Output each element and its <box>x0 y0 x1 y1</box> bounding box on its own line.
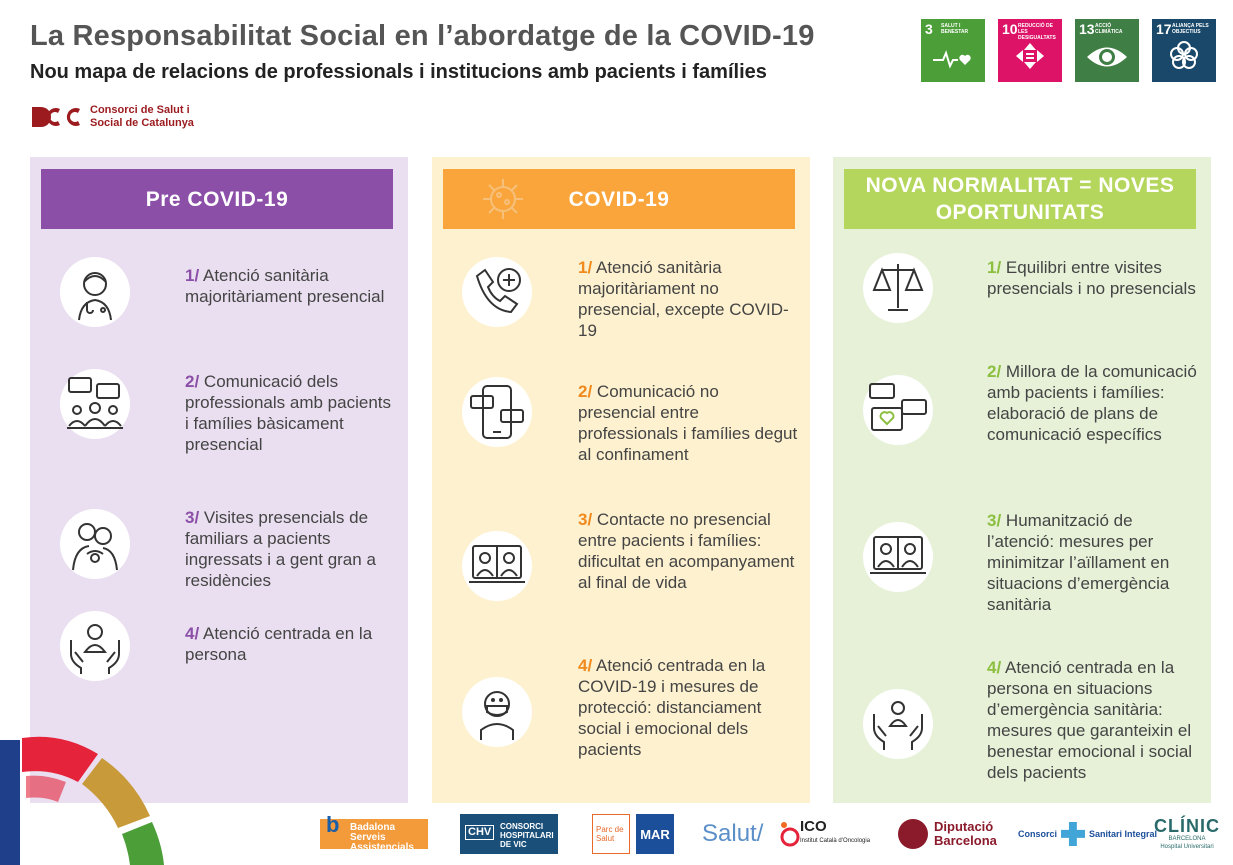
chv-text: CONSORCI HOSPITALARI DE VIC <box>500 822 554 849</box>
csi-left: Consorci <box>1018 829 1058 839</box>
column-new-normal <box>833 157 1211 803</box>
heartbeat-icon <box>921 48 985 76</box>
clinic-name: CLÍNIC <box>1154 816 1220 836</box>
partner-logos <box>320 812 1220 862</box>
smartphone-chat-icon <box>462 377 532 447</box>
badalona-letter: b <box>326 812 340 837</box>
group-chat-icon <box>60 369 130 439</box>
csi-right: Sanitari Integral <box>1089 829 1158 839</box>
video-call-heart-icon <box>863 522 933 592</box>
masked-person-icon <box>462 677 532 747</box>
alarm-person-care-icon <box>863 689 933 759</box>
sdg-label: REDUCCIÓ DE LES DESIGUALTATS <box>1018 23 1056 41</box>
sdg-badge-10 <box>998 19 1062 82</box>
column-header: Pre COVID-19 <box>41 169 393 229</box>
item-number: 4/ <box>578 656 593 675</box>
item-text: Atenció sanitària majoritàriament no presencial, excepte COVID-19 <box>578 258 789 340</box>
item-number: 3/ <box>185 508 200 527</box>
parc-text: Parc de Salut <box>592 814 630 854</box>
csc-name-line2: Social de Catalunya <box>90 117 194 129</box>
item-number: 3/ <box>578 510 593 529</box>
eye-globe-icon <box>1075 44 1139 76</box>
chv-mark: CHV <box>465 825 494 840</box>
diputacio-seal-icon <box>898 819 928 849</box>
person-care-hands-icon <box>60 611 130 681</box>
item-number: 3/ <box>987 511 1002 530</box>
item-text: Visites presencials de familiars a pacients ingressats i a gent gran a residències <box>185 508 376 590</box>
item-text: Humanització de l’atenció: mesures per minimitzar l’aïllament en situacions d’emergència sanitària <box>987 511 1170 614</box>
rings-icon <box>1152 40 1216 76</box>
item-text: Millora de la comunicació amb pacients i famílies: elaboració de plans de comunicació específics <box>987 362 1197 444</box>
page-title: La Responsabilitat Social en l’abordatge de la COVID-19 <box>30 20 815 52</box>
item-number: 1/ <box>578 258 593 277</box>
chat-heart-icon <box>863 375 933 445</box>
sdg-number: 17 <box>1156 21 1172 37</box>
item-number: 4/ <box>185 624 200 643</box>
sdg-badge-17 <box>1152 19 1216 82</box>
item-text: Comunicació no presencial entre professionals i famílies degut al confinament <box>578 382 798 464</box>
mar-text: MAR <box>636 814 674 854</box>
csc-logo-mark <box>30 105 82 129</box>
clinic-sub2: Hospital Universitari <box>1160 844 1214 850</box>
logo-csi <box>1018 812 1157 856</box>
item-text: Comunicació dels professionals amb pacients i famílies bàsicament presencial <box>185 372 392 454</box>
item-number: 1/ <box>185 266 200 285</box>
doctor-icon <box>60 257 130 327</box>
balance-scale-icon <box>863 253 933 323</box>
item-text: Atenció centrada en la COVID-19 i mesures de protecció: distanciament social i emocional dels pacients <box>578 656 766 759</box>
ico-sub: Institut Català d’Oncologia <box>800 838 871 844</box>
logo-badalona <box>320 812 428 856</box>
phone-medical-icon <box>462 257 532 327</box>
logo-ico <box>778 812 870 856</box>
item-text: Atenció centrada en la persona en situacions d’emergència sanitària: mesures que garanteixin el benestar emocional i social dels pacients <box>987 658 1193 782</box>
logo-salut: Salut/ <box>702 820 764 847</box>
column-header <box>443 169 795 229</box>
item-number: 2/ <box>578 382 593 401</box>
virus-icon <box>479 175 527 223</box>
ico-name: ICO <box>800 818 827 835</box>
sdg-number: 13 <box>1079 21 1095 37</box>
sdg-number: 3 <box>925 21 933 37</box>
sdg-label: ACCIÓ CLIMÀTICA <box>1095 23 1123 35</box>
logo-diputacio <box>898 812 997 856</box>
badalona-text: Badalona Serveis Assistencials <box>350 822 414 853</box>
sdg-badges <box>921 19 1216 82</box>
item-text: Atenció centrada en la persona <box>185 624 373 664</box>
csc-logo <box>30 104 194 130</box>
sdg-wheel-arc <box>0 720 200 865</box>
column-header-label: COVID-19 <box>568 187 670 211</box>
item-number: 2/ <box>185 372 200 391</box>
column-pre-covid <box>30 157 408 803</box>
column-header: NOVA NORMALITAT = NOVES OPORTUNITATS <box>844 169 1196 229</box>
page-subtitle: Nou mapa de relacions de professionals i institucions amb pacients i famílies <box>30 61 767 83</box>
clinic-sub1: BARCELONA <box>1168 836 1206 842</box>
plus-icon <box>1061 822 1085 846</box>
csc-name-line1: Consorci de Salut i <box>90 104 190 116</box>
item-text: Contacte no presencial entre pacients i famílies: dificultat en acompanyament al final de vida <box>578 510 795 592</box>
logo-parc-salut-mar <box>592 812 674 856</box>
item-number: 1/ <box>987 258 1002 277</box>
item-text: Equilibri entre visites presencials i no presencials <box>987 258 1196 298</box>
logo-clinic <box>1154 812 1220 856</box>
video-call-icon <box>462 531 532 601</box>
sdg-badge-13 <box>1075 19 1139 82</box>
logo-chv <box>460 812 558 856</box>
item-text: Atenció sanitària majoritàriament presencial <box>185 266 385 306</box>
diputacio-line2: Barcelona <box>934 833 997 848</box>
item-number: 4/ <box>987 658 1002 677</box>
ico-mark-icon <box>778 819 800 849</box>
item-number: 2/ <box>987 362 1002 381</box>
sdg-number: 10 <box>1002 21 1018 37</box>
sdg-label: ALIANÇA PELS OBJECTIUS <box>1172 23 1209 35</box>
family-hug-icon <box>60 509 130 579</box>
diputacio-line1: Diputació <box>934 819 994 834</box>
sdg-label: SALUT I BENESTAR <box>941 23 969 35</box>
column-covid <box>432 157 810 803</box>
equality-arrows-icon <box>998 42 1062 76</box>
sdg-badge-3 <box>921 19 985 82</box>
